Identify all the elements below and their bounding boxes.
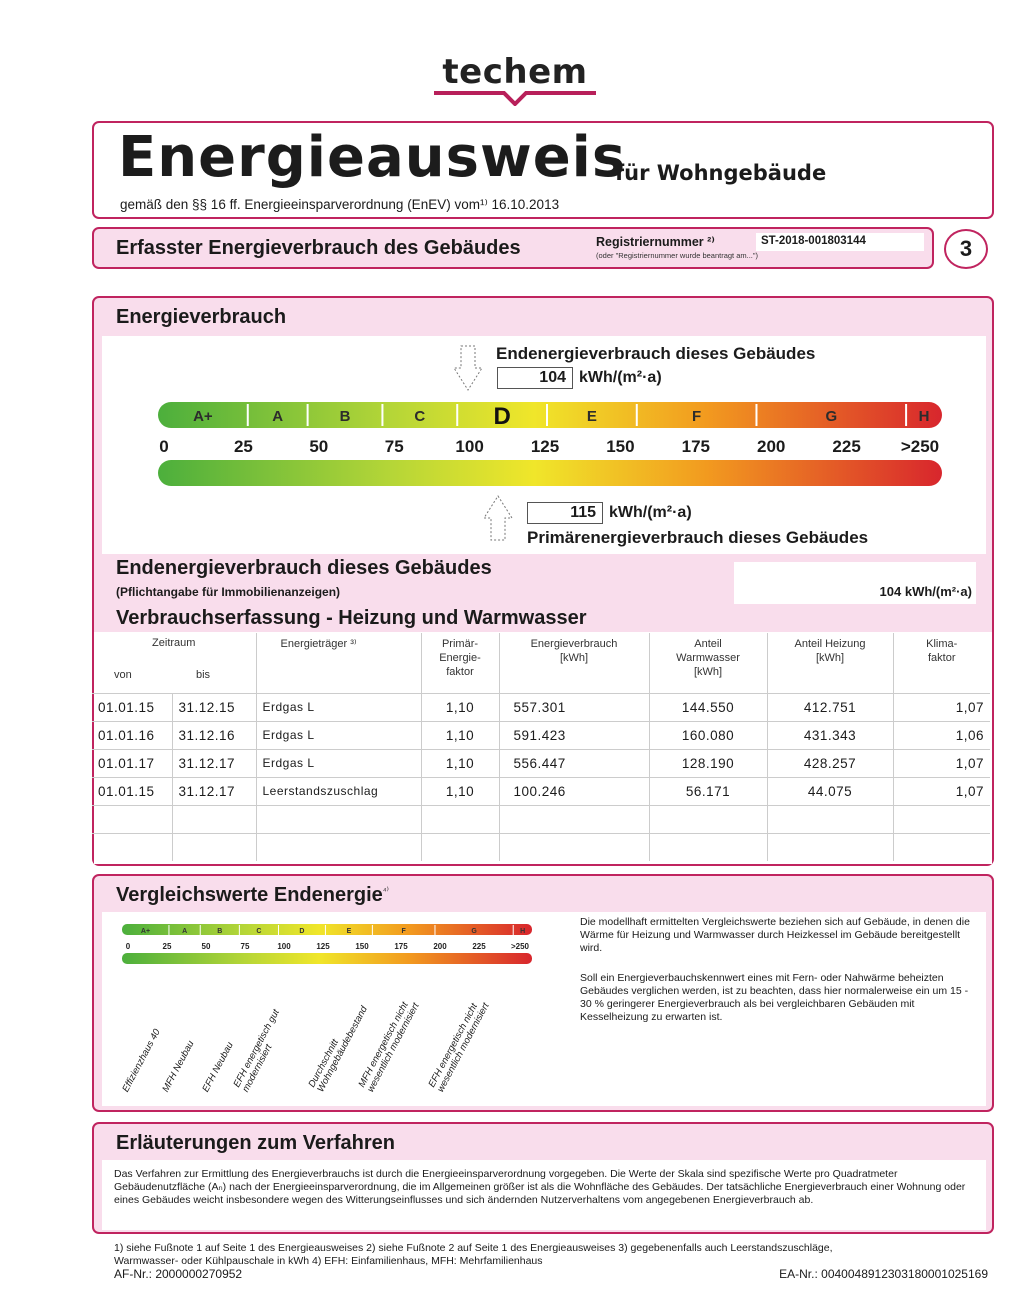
- vergleich-title-note: ⁴⁾: [382, 885, 389, 896]
- class-label-aplus: A+: [193, 408, 213, 425]
- small-class-label: G: [471, 928, 477, 935]
- small-class-label: F: [401, 928, 406, 935]
- header-box: [92, 121, 994, 219]
- table-cell: 412.751: [767, 693, 893, 721]
- class-label-f: F: [692, 408, 702, 425]
- legal-basis: gemäß den §§ 16 ff. Energieeinsparverordnung (EnEV) vom¹⁾ 16.10.2013: [120, 197, 560, 212]
- table-cell: 1,10: [421, 777, 499, 805]
- small-scale-tick-label: 0: [125, 942, 131, 951]
- table-cell: Erdgas L: [256, 721, 421, 749]
- table-cell: 1,07: [893, 693, 990, 721]
- consumption-table: [92, 633, 990, 861]
- table-cell: 1,10: [421, 749, 499, 777]
- small-scale-tick-label: 150: [355, 942, 369, 951]
- table-cell: 56.171: [649, 777, 767, 805]
- table-cell: [499, 833, 649, 861]
- table-cell: 31.12.16: [172, 721, 256, 749]
- pflicht-value: 104 kWh/(m²·a): [879, 584, 972, 599]
- table-row: [92, 777, 990, 805]
- small-scale-bar-bottom: [122, 953, 532, 964]
- table-header-row: [92, 633, 990, 693]
- table-cell: [172, 833, 256, 861]
- small-scale-tick-label: 100: [277, 942, 291, 951]
- small-class-label: D: [299, 928, 305, 935]
- table-title: Verbrauchserfassung - Heizung und Warmwasser: [116, 607, 587, 629]
- col-zeitraum-label: Zeitraum: [152, 637, 196, 649]
- section-bar: [92, 227, 934, 269]
- table-cell: Erdgas L: [256, 749, 421, 777]
- col-energietraeger: Energieträger ³⁾: [256, 633, 421, 693]
- table-row: [92, 721, 990, 749]
- end-energy-value: 104: [497, 367, 573, 389]
- down-arrow-icon: [452, 344, 484, 392]
- vergleich-label: Durchschnitt Wohngebäudebestand: [306, 1004, 370, 1094]
- registration-number: ST-2018-001803144: [756, 233, 924, 251]
- end-energy-unit: kWh/(m²·a): [579, 369, 662, 386]
- class-label-c: C: [414, 408, 426, 425]
- class-label-b: B: [339, 408, 351, 425]
- table-cell: [499, 805, 649, 833]
- small-scale-tick-label: 75: [240, 942, 250, 951]
- col-anteil-heizung: Anteil Heizung [kWh]: [767, 633, 893, 693]
- table-row: [92, 833, 990, 861]
- primary-energy-value: 115: [527, 502, 603, 524]
- af-number: AF-Nr.: 2000000270952: [114, 1267, 243, 1281]
- table-row: [92, 749, 990, 777]
- table-cell: 160.080: [649, 721, 767, 749]
- table-cell: [256, 833, 421, 861]
- pflicht-title: Endenergieverbrauch dieses Gebäudes: [116, 557, 492, 579]
- table-cell: [92, 805, 172, 833]
- col-energieverbrauch: Energieverbrauch [kWh]: [499, 633, 649, 693]
- table-cell: 128.190: [649, 749, 767, 777]
- table-cell: [92, 833, 172, 861]
- table-cell: 557.301: [499, 693, 649, 721]
- small-scale-tick-label: 200: [433, 942, 447, 951]
- class-label-d: D: [493, 403, 511, 430]
- table-cell: [767, 833, 893, 861]
- vergleich-label: MFH energetisch nicht wesentlich modernisiert: [356, 1000, 422, 1094]
- scale-tick-label: 200: [757, 437, 786, 456]
- logo-text: techem: [442, 52, 588, 92]
- small-class-label: E: [346, 928, 352, 935]
- vergleich-label: EFH energetisch nicht wesentlich modernisiert: [426, 1001, 492, 1094]
- ea-number: EA-Nr.: 0040048912303180001025169: [779, 1267, 988, 1281]
- small-class-label: B: [217, 928, 223, 935]
- scale-tick-label: 25: [233, 437, 253, 456]
- scale-tick-label: 75: [384, 437, 404, 456]
- small-scale-tick-label: 175: [394, 942, 408, 951]
- small-class-label: A+: [140, 928, 151, 935]
- scale-tick-label: 0: [159, 437, 169, 456]
- scale-tick-label: 100: [455, 437, 484, 456]
- table-cell: Leerstandszuschlag: [256, 777, 421, 805]
- page-number-badge: 3: [944, 229, 988, 269]
- small-class-label: H: [520, 928, 526, 935]
- class-label-g: G: [825, 408, 838, 425]
- scale-tick-label: 125: [530, 437, 560, 456]
- energy-scale: [158, 402, 944, 488]
- table-cell: 01.01.15: [92, 693, 172, 721]
- vergleich-title-text: Vergleichswerte Endenergie: [116, 884, 383, 906]
- vergleich-labels: [110, 970, 540, 1100]
- scale-tick-label: 50: [309, 437, 329, 456]
- table-cell: [893, 805, 990, 833]
- col-primaerenergiefaktor: Primär- Energie- faktor: [421, 633, 499, 693]
- pflicht-subtitle: (Pflichtangabe für Immobilienanzeigen): [116, 585, 341, 599]
- registration-label: Registriernummer ²⁾: [596, 235, 715, 249]
- vergleich-label: EFH energetisch gut modernisiert: [231, 1007, 282, 1094]
- scale-tick-label: >250: [900, 437, 940, 456]
- table-cell: 31.12.15: [172, 693, 256, 721]
- table-cell: 100.246: [499, 777, 649, 805]
- erlaeuterung-title: Erläuterungen zum Verfahren: [116, 1132, 395, 1154]
- techem-logo: [430, 52, 600, 111]
- small-class-label: A: [182, 928, 188, 935]
- class-label-e: E: [586, 408, 597, 425]
- energy-heading: Energieverbrauch: [116, 306, 287, 328]
- col-klimafaktor: Klima- faktor: [893, 633, 990, 693]
- vergleich-title: [116, 884, 389, 907]
- scale-tick-label: 150: [606, 437, 635, 456]
- table-cell: [421, 833, 499, 861]
- small-scale-tick-label: >250: [510, 942, 530, 951]
- page-subtitle: für Wohngebäude: [615, 161, 827, 185]
- table-cell: 1,10: [421, 693, 499, 721]
- vergleich-scale: [120, 922, 534, 968]
- erlaeuterung-text: Das Verfahren zur Ermittlung des Energieverbrauchs ist durch die Energieeinsparverordnung vorgegeben. Die Werte der Skala sind spezifische Werte pro Quadratmeter Gebäudenutzfläche (Aₙ) nach der Energieeinsparverordnung, die im Allgemeinen größer ist als die Wohnfläche des Gebäudes. Der tatsächliche Energieverbrauch einer Wohnung oder eines Gebäudes weicht insbesondere wegen des Witterungseinflusses und sich ändernden Nutzerverhaltens vom angegebenen Energieverbrauch ab.: [114, 1168, 966, 1206]
- table-cell: [421, 805, 499, 833]
- table-row: [92, 693, 990, 721]
- table-cell: 556.447: [499, 749, 649, 777]
- small-scale-tick-label: 25: [162, 942, 172, 951]
- table-cell: [649, 805, 767, 833]
- table-cell: 1,06: [893, 721, 990, 749]
- table-cell: [893, 833, 990, 861]
- table-cell: [649, 833, 767, 861]
- section-title: Erfasster Energieverbrauch des Gebäudes: [116, 237, 521, 259]
- table-cell: 1,07: [893, 749, 990, 777]
- class-label-h: H: [918, 408, 930, 425]
- table-cell: 44.075: [767, 777, 893, 805]
- table-cell: 431.343: [767, 721, 893, 749]
- small-scale-tick-label: 50: [201, 942, 211, 951]
- table-cell: 01.01.17: [92, 749, 172, 777]
- class-label-a: A: [272, 408, 284, 425]
- table-cell: 01.01.15: [92, 777, 172, 805]
- table-cell: 01.01.16: [92, 721, 172, 749]
- col-zeitraum: [92, 633, 256, 693]
- table-cell: [256, 805, 421, 833]
- logo-swoosh-icon: [432, 90, 598, 106]
- vergleich-label: Effizienzhaus 40: [120, 1027, 163, 1094]
- up-arrow-icon: [482, 494, 514, 542]
- col-bis-label: bis: [196, 669, 211, 681]
- vergleich-text-2: Soll ein Energieverbauchskennwert eines mit Fern- oder Nahwärme beheizten Gebäudes verglichen werden, ist zu beachten, dass hier normalerweise ein um 15 - 30 % geringerer Energieverbrauch als bei vergleichbaren Gebäuden mit Kesselheizung zu erwarten ist.: [580, 972, 969, 1023]
- table-cell: 591.423: [499, 721, 649, 749]
- table-cell: 31.12.17: [172, 749, 256, 777]
- table-row: [92, 805, 990, 833]
- scale-tick-label: 175: [681, 437, 710, 456]
- col-von-label: von: [114, 669, 132, 681]
- erlaeuterung-section: [92, 1122, 994, 1234]
- small-scale-tick-label: 125: [316, 942, 330, 951]
- scale-bar-bottom: [158, 460, 942, 486]
- table-cell: 144.550: [649, 693, 767, 721]
- table-cell: Erdgas L: [256, 693, 421, 721]
- small-class-label: C: [256, 928, 262, 935]
- vergleich-label: MFH Neubau: [160, 1038, 197, 1094]
- page-title: Energieausweis: [118, 125, 627, 190]
- end-energy-label: Endenergieverbrauch dieses Gebäudes: [496, 344, 816, 363]
- primary-energy-unit: kWh/(m²·a): [609, 504, 692, 521]
- table-cell: [767, 805, 893, 833]
- footnotes: 1) siehe Fußnote 1 auf Seite 1 des Energieausweises 2) siehe Fußnote 2 auf Seite 1 des Energieausweises 3) gegebenenfalls auch Leerstandszuschläge, Warmwasser- oder Kühlpauschale in kWh 4) EFH: Einfamilienhaus, MFH: Mehrfamilienhaus: [114, 1242, 833, 1267]
- table-cell: 1,10: [421, 721, 499, 749]
- scale-tick-label: 225: [832, 437, 861, 456]
- vergleich-text-1: Die modellhaft ermittelten Vergleichswerte beziehen sich auf Gebäude, in denen die Wärme für Heizung und Warmwasser durch Heizkessel im Gebäude bereitgestellt wird.: [580, 916, 970, 954]
- table-cell: 1,07: [893, 777, 990, 805]
- registration-note: (oder "Registriernummer wurde beantragt am..."): [596, 251, 759, 260]
- table-cell: 31.12.17: [172, 777, 256, 805]
- vergleich-label: EFH Neubau: [200, 1040, 236, 1094]
- primary-energy-label: Primärenergieverbrauch dieses Gebäudes: [527, 528, 869, 547]
- col-anteil-warmwasser: Anteil Warmwasser [kWh]: [649, 633, 767, 693]
- small-scale-tick-label: 225: [472, 942, 486, 951]
- table-cell: [172, 805, 256, 833]
- table-cell: 428.257: [767, 749, 893, 777]
